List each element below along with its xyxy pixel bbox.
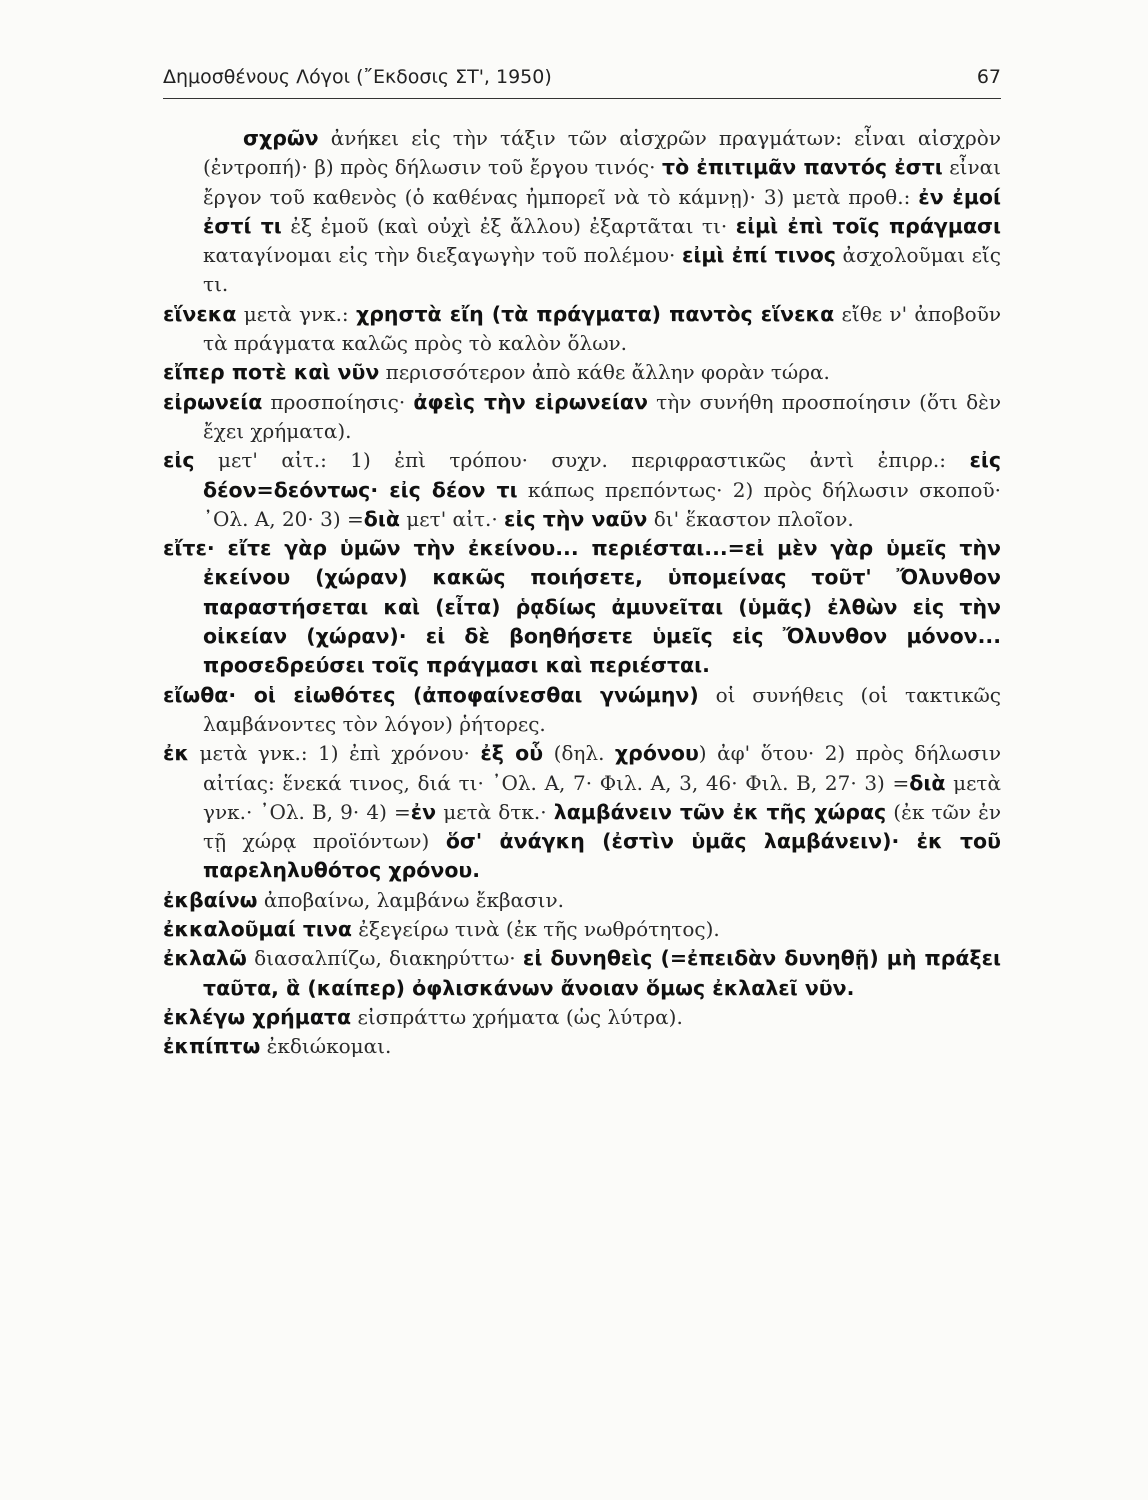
glossary-entry — [163, 124, 1001, 300]
header-title: Δημοσθένους Λόγοι (῎Εκδοσις ΣΤ', 1950) — [163, 66, 552, 88]
headword: χρόνου — [614, 741, 699, 766]
gloss-text: ἀποβαίνω, λαμβάνω ἔκβασιν. — [257, 887, 565, 912]
headword: ἐκβαίνω — [163, 887, 258, 912]
headword: ὅσ' ἀνάγκη (ἐστὶν ὑμᾶς λαμβάνειν)· ἐκ τοῦ παρεληλυθότος χρόνου. — [203, 829, 1001, 883]
headword: λαμβάνειν τῶν ἐκ τῆς χώρας — [553, 799, 887, 824]
glossary-entry — [163, 388, 1001, 447]
gloss-text: μετὰ δτκ.· — [436, 799, 554, 824]
gloss-text: οἱ συνήθεις (οἱ τακτικῶς λαμβάνοντες τὸν λόγον) ῥήτορες. — [203, 682, 1001, 736]
gloss-text: (δηλ. — [543, 741, 615, 766]
glossary-body — [163, 124, 1001, 1062]
gloss-text: εἴθε ν' ἀποβοῦν τὰ πράγματα καλῶς πρὸς τὸ καλὸν ὅλων. — [203, 301, 1002, 356]
gloss-text: προσποίησις· — [262, 389, 414, 414]
glossary-entry — [163, 358, 1001, 387]
gloss-text: ἀσχολοῦμαι εἴς τι. — [203, 243, 1001, 297]
running-header — [163, 66, 1001, 88]
headword: διὰ — [363, 506, 400, 531]
gloss-text: μετ' αἰτ.· — [399, 506, 505, 531]
headword: εἵνεκα — [163, 301, 237, 326]
glossary-entry — [163, 944, 1001, 1003]
glossary-entry — [163, 446, 1001, 534]
glossary-entry — [163, 739, 1001, 885]
gloss-text: καταγίνομαι εἰς τὴν διεξαγωγὴν τοῦ πολέμου· — [203, 243, 682, 268]
headword: ἐξ οὗ — [480, 741, 544, 766]
gloss-text: εἰσπράττω χρήματα (ὡς λύτρα). — [351, 1004, 683, 1029]
headword: εἴτε· εἴτε γὰρ ὑμῶν τὴν ἐκείνου... περιέσται...=εἰ μὲν γὰρ ὑμεῖς τὴν ἐκείνου (χώραν) κακῶς ποιήσετε, ὑπομείνας τοῦτ' Ὄλυνθον παραστήσεται καὶ (εἶτα) ῥᾳδίως ἀμυνεῖται (ὑμᾶς) ἐλθὼν εἰς τὴν οἰκείαν (χώραν)· εἰ δὲ βοηθήσετε ὑμεῖς εἰς Ὄλυνθον μόνον... προσεδρεύσει τοῖς πράγμασι καὶ περιέσται. — [163, 536, 1001, 678]
gloss-text: ) ἀφ' ὅτου· 2) πρὸς δήλωσιν αἰτίας: ἕνεκά τινος, διά τι· ᾿Ολ. Α, 7· Φιλ. Α, 3, 46· Φιλ. Β, 27· 3) = — [203, 741, 1001, 795]
gloss-text: μετ' αἰτ.: 1) ἐπὶ τρόπου· συχν. περιφραστικῶς ἀντὶ ἐπιρρ.: — [194, 448, 970, 473]
gloss-text: (ἐκ τῶν ἐν τῇ χώρᾳ προϊόντων) — [203, 799, 1001, 854]
headword: χρηστὰ εἴη (τὰ πράγματα) παντὸς εἵνεκα — [355, 301, 835, 326]
gloss-text: ἐκδιώκομαι. — [260, 1034, 392, 1059]
glossary-entry — [163, 534, 1001, 680]
headword: ἐκκαλοῦμαί τινα — [163, 917, 352, 942]
headword: διὰ — [909, 770, 946, 795]
glossary-entry — [163, 915, 1001, 944]
headword: εἰς δέον=δεόντως· εἰς δέον τι — [203, 448, 1001, 502]
headword: ἐν — [410, 799, 437, 824]
header-rule — [163, 98, 1001, 99]
gloss-text: κάπως πρεπόντως· 2) πρὸς δήλωσιν σκοποῦ· ᾿Ολ. Α, 20· 3) = — [203, 477, 1001, 531]
page-number: 67 — [976, 66, 1001, 88]
headword: εἰμὶ ἐπὶ τοῖς πράγμασι — [735, 213, 1002, 238]
headword: τὸ ἐπιτιμᾶν παντός ἐστι — [661, 155, 943, 180]
glossary-entry — [163, 681, 1001, 740]
headword: εἰς — [163, 448, 195, 473]
headword: ἐν ἐμοί ἐστί τι — [203, 184, 1001, 238]
gloss-text: ἐξ ἐμοῦ (καὶ οὐχὶ ἐξ ἄλλου) ἐξαρτᾶται τι· — [281, 213, 736, 238]
headword: ἐκ — [163, 741, 189, 766]
headword: εἴωθα· οἱ εἰωθότες (ἀποφαίνεσθαι γνώμην) — [163, 682, 699, 707]
gloss-text: περισσότερον ἀπὸ κάθε ἄλλην φορὰν τώρα. — [379, 360, 830, 385]
headword: εἰ δυνηθεὶς (=ἐπειδὰν δυνηθῇ) μὴ πράξει ταῦτα, ἃ (καίπερ) ὀφλισκάνων ἄνοιαν ὅμως ἐκλαλεῖ νῦν. — [203, 946, 1002, 1000]
headword: εἰς τὴν ναῦν — [504, 506, 648, 531]
headword: εἰρωνεία — [163, 389, 263, 414]
gloss-text: εἶναι ἔργον τοῦ καθενὸς (ὁ καθένας ἠμπορεῖ νὰ τὸ κάμνῃ)· 3) μετὰ προθ.: — [203, 155, 1001, 209]
headword: ἐκλέγω χρήματα — [163, 1004, 352, 1029]
glossary-entry — [163, 1032, 1001, 1061]
headword: ἀφεὶς τὴν εἰρωνείαν — [413, 389, 648, 414]
glossary-entry — [163, 300, 1001, 359]
glossary-entry — [163, 886, 1001, 915]
gloss-text: μετὰ γνκ.: 1) ἐπὶ χρόνου· — [188, 741, 481, 766]
gloss-text: μετὰ γνκ.: — [236, 301, 356, 326]
headword: ἐκπίπτω — [163, 1034, 261, 1059]
gloss-text: δι' ἕκαστον πλοῖον. — [647, 506, 854, 531]
gloss-text: ἀνήκει εἰς τὴν τάξιν τῶν αἰσχρῶν πραγμάτων: εἶναι αἰσχρὸν (ἐντροπή)· β) πρὸς δήλωσιν τοῦ ἔργου τινός· — [203, 126, 1001, 180]
headword: εἴπερ ποτὲ καὶ νῦν — [163, 360, 380, 385]
headword: σχρῶν — [243, 126, 319, 150]
headword: εἰμὶ ἐπί τινος — [681, 243, 836, 268]
gloss-text: ἐξεγείρω τινὰ (ἐκ τῆς νωθρότητος). — [351, 917, 720, 942]
headword: ἐκλαλῶ — [163, 946, 247, 971]
gloss-text: τὴν συνήθη προσποίησιν (ὅτι δὲν ἔχει χρήματα). — [203, 389, 1002, 443]
glossary-entry — [163, 1003, 1001, 1032]
gloss-text: μετὰ γνκ.· ᾿Ολ. Β, 9· 4) = — [203, 770, 1001, 824]
gloss-text: διασαλπίζω, διακηρύττω· — [246, 946, 523, 971]
